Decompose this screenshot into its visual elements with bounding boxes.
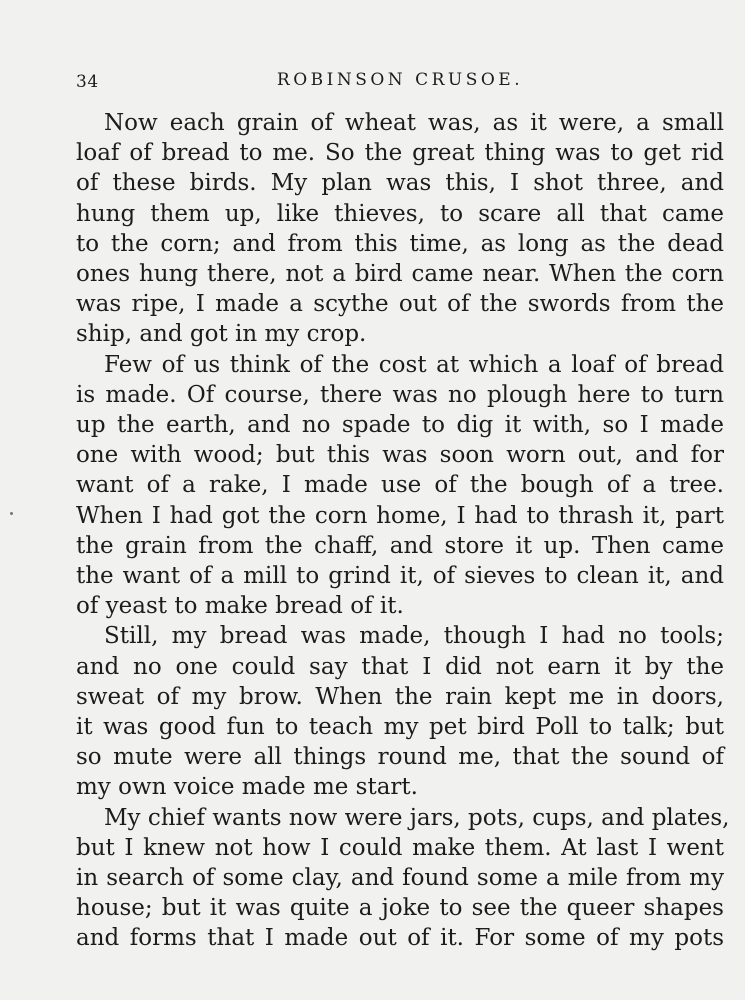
text-line: of these birds. My plan was this, I shot three, and <box>76 170 724 197</box>
text-line: Now each grain of wheat was, as it were, a small <box>104 110 724 136</box>
text-line: house; but it was quite a joke to see the queer shapes <box>76 895 724 922</box>
text-line: the want of a mill to grind it, of sieves to clean it, and <box>76 563 724 590</box>
text-line: Still, my bread was made, though I had no tools; <box>104 623 724 650</box>
paper-speck <box>10 512 13 515</box>
text-line: one with wood; but this was soon worn out, and for <box>76 442 724 469</box>
text-line: so mute were all things round me, that the sound of <box>76 744 724 771</box>
text-line: in search of some clay, and found some a mile from my <box>76 865 724 892</box>
text-line: the grain from the chaff, and store it up. Then came <box>76 532 724 559</box>
text-line: of yeast to make bread of it. <box>76 593 404 620</box>
paragraph <box>76 803 730 954</box>
text-line: up the earth, and no spade to dig it with, so I made <box>76 412 724 439</box>
text-line: and no one could say that I did not earn it by the <box>76 653 724 680</box>
paragraph <box>76 350 724 622</box>
text-line: Few of us think of the cost at which a loaf of bread <box>104 351 724 378</box>
text-line: is made. Of course, there was no plough here to turn <box>76 381 724 408</box>
page-header <box>76 64 724 92</box>
running-head: ROBINSON CRUSOE. <box>276 70 524 90</box>
text-line: When I had got the corn home, I had to thrash it, part <box>76 502 724 529</box>
text-line: was ripe, I made a scythe out of the swords from the <box>76 291 724 318</box>
body-text <box>76 108 730 954</box>
text-line: and forms that I made out of it. For some of my pots <box>76 925 724 952</box>
page-number: 34 <box>76 72 99 92</box>
text-line: it was good fun to teach my pet bird Poll to talk; but <box>76 714 724 741</box>
text-line: want of a rake, I made use of the bough of a tree. <box>76 472 724 499</box>
paragraph <box>76 108 724 350</box>
text-line: My chief wants now were jars, pots, cups, and plates, <box>104 804 730 831</box>
text-line: hung them up, like thieves, to scare all that came <box>76 200 724 227</box>
text-line: loaf of bread to me. So the great thing was to get rid <box>76 140 724 167</box>
paragraph <box>76 621 724 802</box>
text-line: to the corn; and from this time, as long as the dead <box>76 230 724 257</box>
text-line: my own voice made me start. <box>76 774 418 801</box>
text-line: ship, and got in my crop. <box>76 321 367 348</box>
text-line: sweat of my brow. When the rain kept me in doors, <box>76 683 724 710</box>
text-line: but I knew not how I could make them. At last I went <box>76 834 724 861</box>
text-line: ones hung there, not a bird came near. When the corn <box>76 261 724 288</box>
